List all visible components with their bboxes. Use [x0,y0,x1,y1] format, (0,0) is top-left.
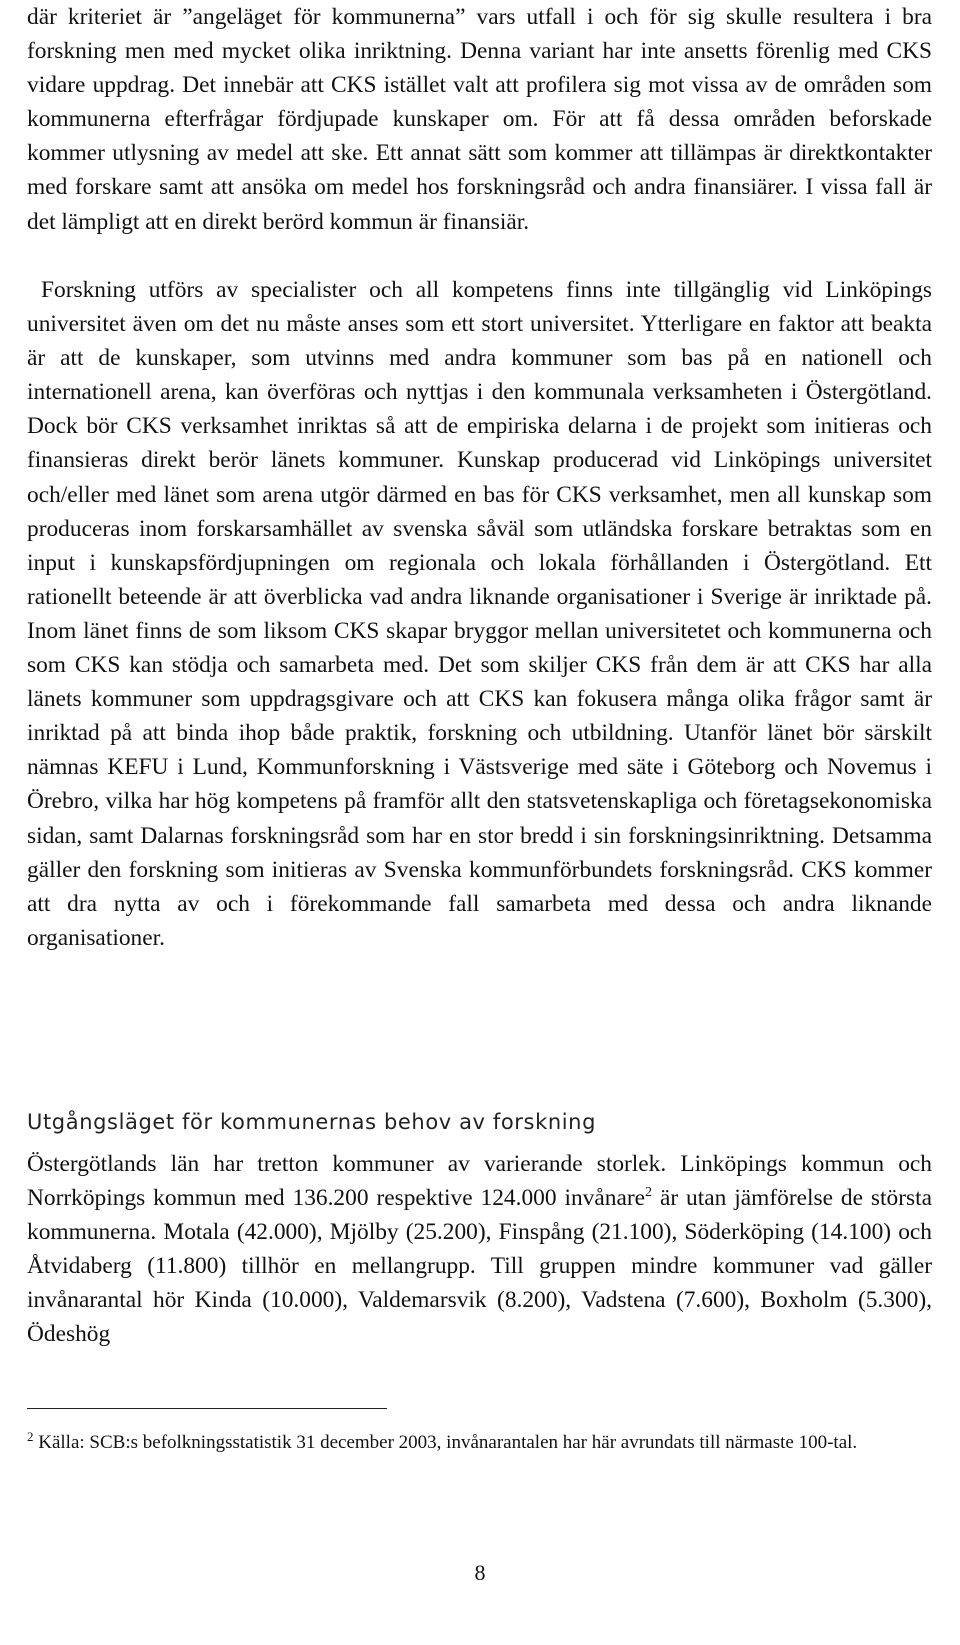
footnote-divider [27,1408,387,1409]
page-number: 8 [474,1560,486,1585]
footnote-reference[interactable]: 2 [645,1185,652,1201]
paragraph-3-text-end: är utan jämförelse de största kommunerna. Motala (42.000), Mjölby (25.200), Finspång (21.100), Söderköping (14.100) och Åtvidaberg (11.800) tillhör en mellangrupp. Till gruppen mindre kommuner vad gäller invånarantal hör Kinda (10.000), Valdemarsvik (8.200), Vadstena (7.600), Boxholm (5.300), Ödeshög [27,1185,932,1348]
paragraph-3-text-start: Östergötlands län har tretton kommuner av varierande storlek. Linköpings kommun och Norrköpings kommun med 136.200 respektive 124.000 invånare [27,1151,932,1212]
body-paragraph-1: där kriteriet är ”angeläget för kommunerna” vars utfall i och för sig skulle resultera i bra forskning men med mycket olika inriktning. Denna variant har inte ansetts förenlig med CKS vidare uppdrag. Det innebär att CKS istället valt att profilera sig mot vissa av de områden som kommunerna efterfrågar fördjupade kunskaper om. För att få dessa områden beforskade kommer utlysning av medel att ske. Ett annat sätt som kommer att tillämpas är direktkontakter med forskare samt att ansöka om medel hos forskningsråd och andra finansiärer. I vissa fall är det lämpligt att en direkt berörd kommun är finansiär. [27,4,932,235]
body-paragraph-3 [27,1147,932,1352]
section-heading: Utgångsläget för kommunernas behov av forskning [27,1110,597,1134]
footnote-text: Källa: SCB:s befolkningsstatistik 31 december 2003, invånarantalen har här avrundats till närmaste 100-tal. [33,1432,858,1453]
footnote [27,1428,932,1458]
body-paragraph-2: Forskning utförs av specialister och all kompetens finns inte tillgänglig vid Linköpings universitet även om det nu måste anses som ett stort universitet. Ytterligare en faktor att beakta är att de kunskaper, som utvinns med andra kommuner som bas på en nationell och internationell arena, kan överföras och nyttjas i den kommunala verksamheten i Östergötland. Dock bör CKS verksamhet inriktas så att de empiriska delarna i de projekt som initieras och finansieras direkt berör länets kommuner. Kunskap producerad vid Linköpings universitet och/eller med länet som arena utgör därmed en bas för CKS verksamhet, men all kunskap som produceras inom forskarsamhället av svenska såväl som utländska forskare betraktas som en input i kunskapsfördjupningen om regionala och lokala förhållanden i Östergötland. Ett rationellt beteende är att överblicka vad andra liknande organisationer i Sverige är inriktade på. Inom länet finns de som liksom CKS skapar bryggor mellan universitetet och kommunerna och som CKS kan stödja och samarbeta med. Det som skiljer CKS från dem är att CKS har alla länets kommuner som uppdragsgivare och att CKS kan fokusera många olika frågor samt är inriktad på att binda ihop både praktik, forskning och utbildning. Utanför länet bör särskilt nämnas KEFU i Lund, Kommunforskning i Västsverige med säte i Göteborg och Novemus i Örebro, vilka har hög kompetens på framför allt den statsvetenskapliga och företagsekonomiska sidan, samt Dalarnas forskningsråd som har en stor bredd i sin forskningsinriktning. Detsamma gäller den forskning som initieras av Svenska kommunförbundets forskningsråd. CKS kommer att dra nytta av och i förekommande fall samarbeta med dessa och andra liknande organisationer. [27,277,932,951]
footnote-marker: 2 [27,1429,34,1444]
